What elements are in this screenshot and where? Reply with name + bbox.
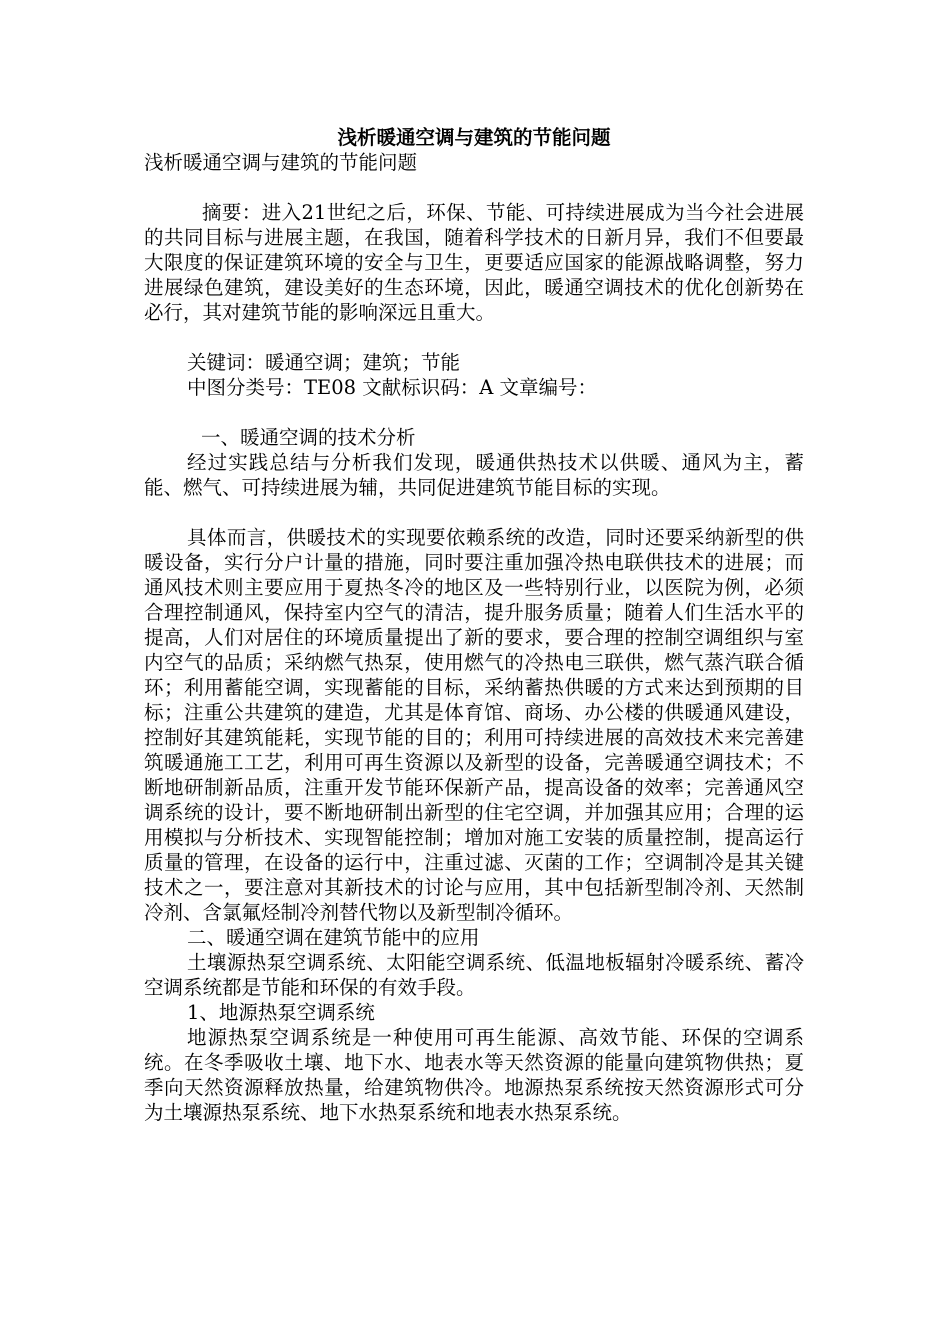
spacer xyxy=(144,325,804,350)
section2-subsection1-heading: 1、地源热泵空调系统 xyxy=(187,1001,375,1024)
keywords-line: 关键词：暖通空调；建筑；节能 xyxy=(187,351,461,374)
section2-paragraph-1: 土壤源热泵空调系统、太阳能空调系统、低温地板辐射冷暖系统、蓄冷空调系统都是节能和环保的有效手段。 xyxy=(144,951,804,999)
document-body xyxy=(144,125,804,1125)
section1-paragraph-1: 经过实践总结与分析我们发现，暖通供热技术以供暖、通风为主，蓄能、燃气、可持续进展为辅，共同促进建筑节能目标的实现。 xyxy=(144,451,804,499)
abstract-paragraph: 摘要：进入21世纪之后，环保、节能、可持续进展成为当今社会进展的共同目标与进展主题，在我国，随着科学技术的日新月异，我们不但要最大限度的保证建筑环境的安全与卫生，更要适应国家的能源战略调整，努力进展绿色建筑，建设美好的生态环境，因此，暖通空调技术的优化创新势在必行，其对建筑节能的影响深远且重大。 xyxy=(144,201,804,324)
classification-line: 中图分类号：TE08 文献标识码：A 文章编号： xyxy=(187,376,598,399)
section2-heading: 二、暖通空调在建筑节能中的应用 xyxy=(187,926,480,949)
document-title: 浅析暖通空调与建筑的节能问题 xyxy=(337,126,611,149)
section1-paragraph-2: 具体而言，供暖技术的实现要依赖系统的改造，同时还要采纳新型的供暖设备，实行分户计量的措施，同时要注重加强冷热电联供技术的进展；而通风技术则主要应用于夏热冬冷的地区及一些特别行业，以医院为例，必须合理控制通风，保持室内空气的清洁，提升服务质量；随着人们生活水平的提高，人们对居住的环境质量提出了新的要求，要合理的控制空调组织与室内空气的品质；采纳燃气热泵，使用燃气的冷热电三联供，燃气蒸汽联合循环；利用蓄能空调，实现蓄能的目标，采纳蓄热供暖的方式来达到预期的目标；注重公共建筑的建造，尤其是体育馆、商场、办公楼的供暖通风建设，控制好其建筑能耗，实现节能的目的；利用可持续进展的高效技术来完善建筑暖通施工工艺，利用可再生资源以及新型的设备，完善暖通空调技术；不断地研制新品质，注重开发节能环保新产品，提高设备的效率；完善通风空调系统的设计，要不断地研制出新型的住宅空调，并加强其应用；合理的运用模拟与分析技术、实现智能控制；增加对施工安装的质量控制，提高运行质量的管理，在设备的运行中，注重过滤、灭菌的工作；空调制冷是其关键技术之一，要注意对其新技术的讨论与应用，其中包括新型制冷剂、天然制冷剂、含氯氟烃制冷剂替代物以及新型制冷循环。 xyxy=(144,526,804,924)
spacer xyxy=(144,400,804,425)
section1-heading: 一、暖通空调的技术分析 xyxy=(201,426,416,449)
document-subtitle: 浅析暖通空调与建筑的节能问题 xyxy=(144,151,418,174)
section2-subsection1-paragraph: 地源热泵空调系统是一种使用可再生能源、高效节能、环保的空调系统。在冬季吸收土壤、地下水、地表水等天然资源的能量向建筑物供热；夏季向天然资源释放热量，给建筑物供冷。地源热泵系统按天然资源形式可分为土壤源热泵系统、地下水热泵系统和地表水热泵系统。 xyxy=(144,1026,804,1124)
spacer xyxy=(144,175,804,200)
spacer xyxy=(144,500,804,525)
